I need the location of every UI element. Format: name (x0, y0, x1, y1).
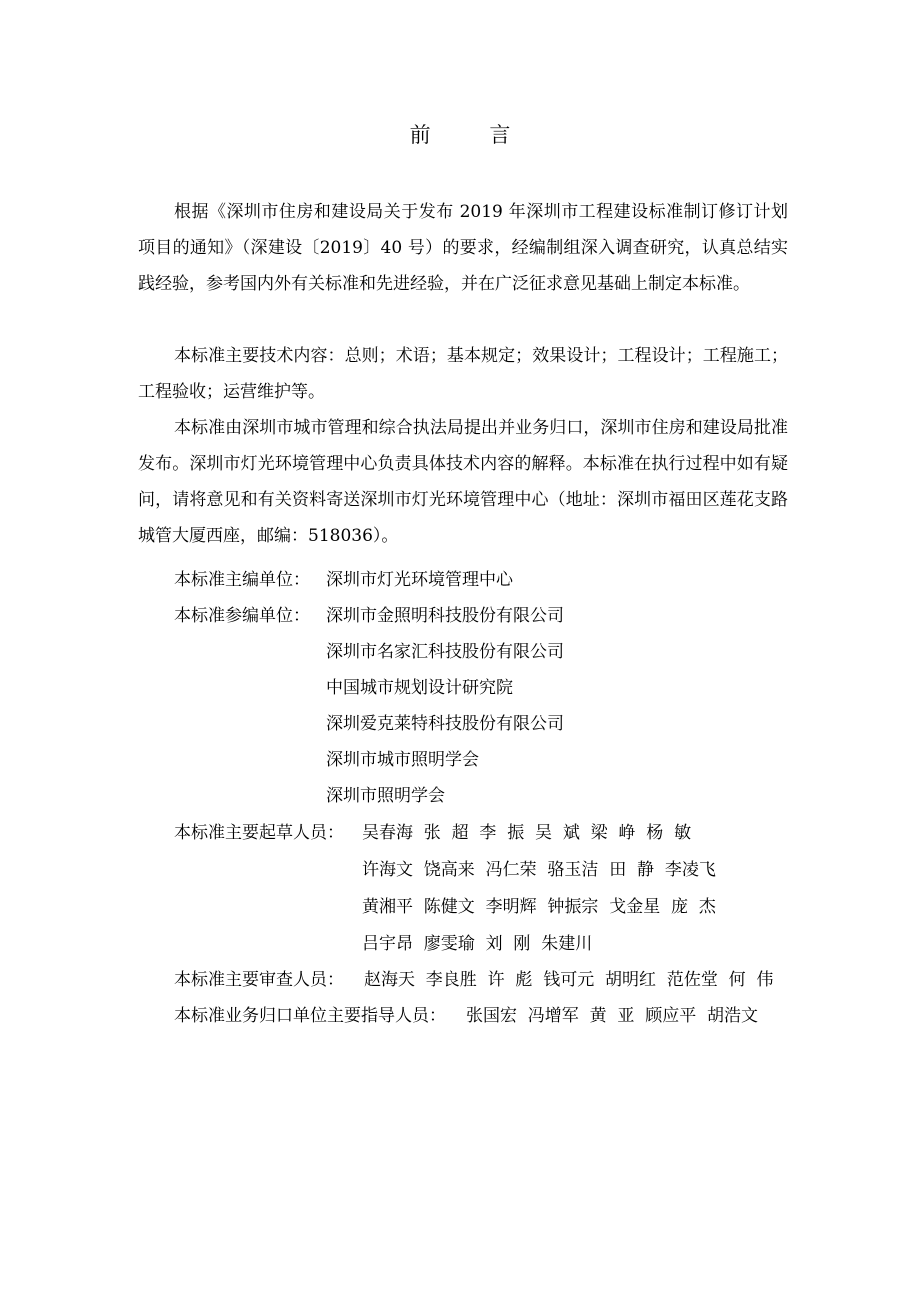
paragraph-basis: 根据《深圳市住房和建设局关于发布 2019 年深圳市工程建设标准制订修订计划项目的通知》（深建设〔2019〕40 号）的要求，经编制组深入调查研究，认真总结实践经验，参考国内外有关标准和先进经验，并在广泛征求意见基础上制定本标准。 (138, 202, 788, 294)
drafters-label: 本标准主要起草人员： (174, 823, 344, 843)
participating-unit: 深圳市照明学会 (326, 786, 445, 806)
reviewers-label: 本标准主要审查人员： (174, 970, 344, 990)
chief-unit-value: 深圳市灯光环境管理中心 (326, 570, 513, 590)
participating-unit: 深圳市名家汇科技股份有限公司 (326, 642, 564, 662)
drafters-line: 吕宇昂 廖雯瑜 刘 刚 朱建川 (362, 934, 593, 954)
participating-unit: 深圳市金照明科技股份有限公司 (326, 606, 564, 626)
chief-unit-label: 本标准主编单位： (174, 570, 310, 590)
participating-unit: 深圳市城市照明学会 (326, 750, 479, 770)
guidance-names: 张国宏 冯增军 黄 亚 顾应平 胡浩文 (466, 1006, 759, 1026)
drafters-line: 吴春海 张 超 李 振 吴 斌 梁 峥 杨 敏 (362, 823, 692, 843)
paragraph-technical-content: 本标准主要技术内容：总则；术语；基本规定；效果设计；工程设计；工程施工；工程验收；运营维护等。 (138, 346, 788, 402)
reviewers-names: 赵海天 李良胜 许 彪 钱可元 胡明红 范佐堂 何 伟 (364, 970, 774, 990)
page-title: 前 言 (409, 123, 537, 147)
guidance-label: 本标准业务归口单位主要指导人员： (174, 1006, 446, 1026)
participating-units-label: 本标准参编单位： (174, 606, 310, 626)
participating-unit: 中国城市规划设计研究院 (326, 678, 513, 698)
drafters-line: 许海文 饶高来 冯仁荣 骆玉洁 田 静 李凌飞 (362, 860, 716, 880)
drafters-line: 黄湘平 陈健文 李明辉 钟振宗 戈金星 庞 杰 (362, 897, 716, 917)
paragraph-administration: 本标准由深圳市城市管理和综合执法局提出并业务归口，深圳市住房和建设局批准发布。深圳市灯光环境管理中心负责具体技术内容的解释。本标准在执行过程中如有疑问，请将意见和有关资料寄送深圳市灯光环境管理中心（地址：深圳市福田区莲花支路城管大厦西座，邮编：518036）。 (138, 418, 788, 546)
participating-unit: 深圳爱克莱特科技股份有限公司 (326, 714, 564, 734)
